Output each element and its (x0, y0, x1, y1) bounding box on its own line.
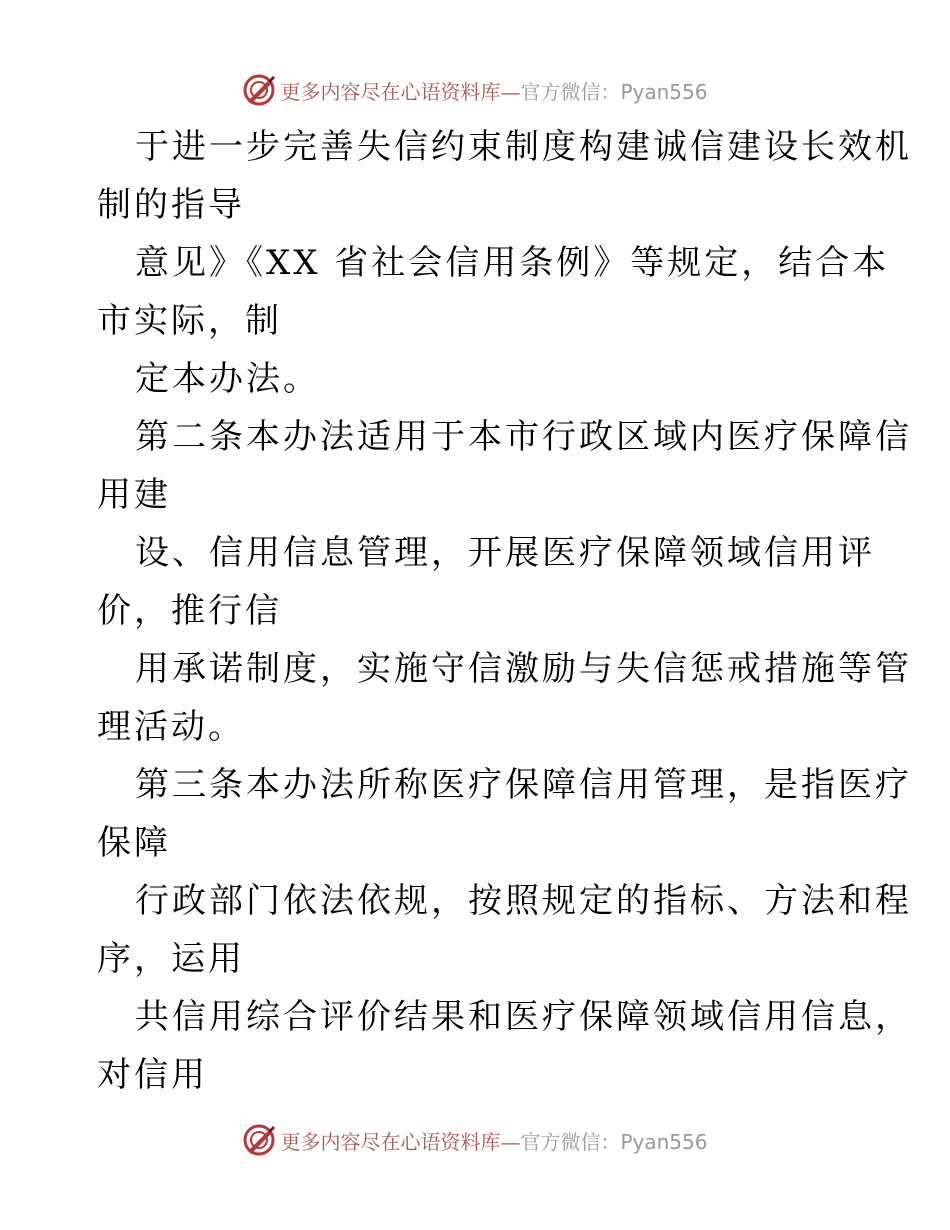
document-body (97, 118, 912, 1104)
paragraph: 意见》《XX 省社会信用条例》等规定，结合本 市实际，制 (97, 243, 890, 341)
banner-text: 更多内容尽在心语资料库—官方微信：Pyan556 (280, 79, 708, 104)
paragraph: 于进一步完善失信约束制度构建诚信建设长效机 制的指导 (97, 127, 912, 225)
paragraph: 设、信用信息管理，开展医疗保障领域信用评 价，推行信 (97, 533, 875, 631)
paragraph: 共信用综合评价结果和医疗保障领域信用信息， 对信用 (97, 997, 912, 1095)
paragraph: 用承诺制度，实施守信激励与失信惩戒措施等管 理活动。 (97, 649, 912, 747)
paragraph: 第二条本办法适用于本市行政区域内医疗保障信 用建 (97, 417, 912, 515)
logo-icon (242, 73, 276, 107)
paragraph: 定本办法。 (135, 359, 320, 399)
footer-banner (0, 1120, 950, 1160)
logo-icon (242, 1123, 276, 1157)
paragraph: 行政部门依法依规，按照规定的指标、方法和程 序，运用 (97, 881, 912, 979)
paragraph: 第三条本办法所称医疗保障信用管理，是指医疗 保障 (97, 765, 912, 863)
banner-text: 更多内容尽在心语资料库—官方微信：Pyan556 (280, 1129, 708, 1154)
header-banner (0, 70, 950, 110)
